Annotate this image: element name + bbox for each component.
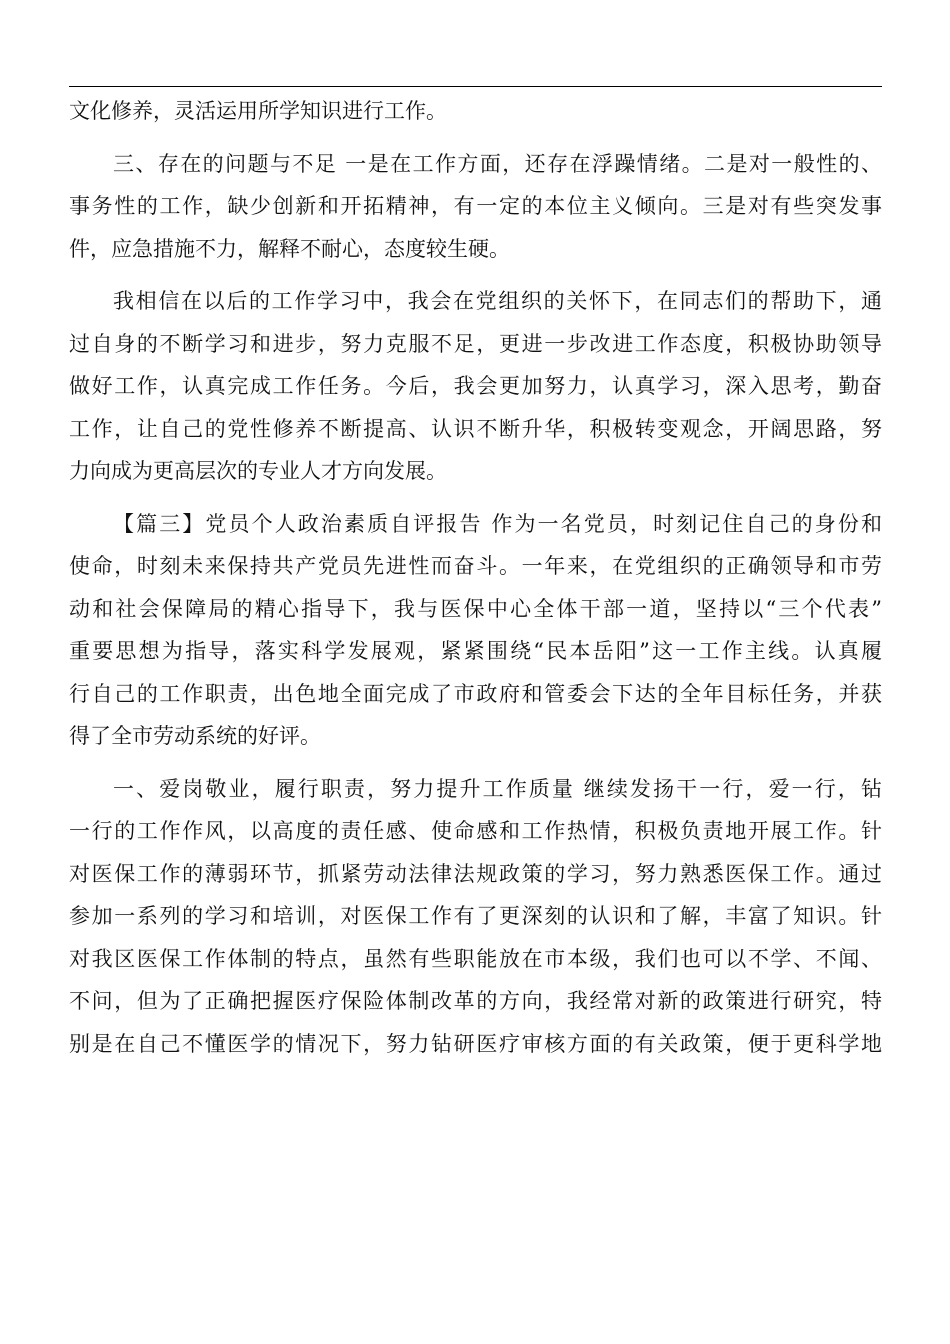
text-line: 一、爱岗敬业，履行职责，努力提升工作质量 继续发扬干一行，爱一行，钻 (113, 776, 882, 801)
text-line: 【篇三】党员个人政治素质自评报告 作为一名党员，时刻记住自己的身份和 (113, 511, 882, 536)
paragraph (69, 768, 882, 1066)
text-line: 三、存在的问题与不足 一是在工作方面，还存在浮躁情绪。二是对一般性的、 (113, 151, 882, 176)
text-line: 重要思想为指导，落实科学发展观，紧紧围绕“民本岳阳”这一工作主线。认真履 (69, 639, 882, 663)
text-line: 动和社会保障局的精心指导下，我与医保中心全体干部一道，坚持以“三个代表” (69, 596, 882, 621)
text-line: 不问，但为了正确把握医疗保险体制改革的方向，我经常对新的政策进行研究，特 (69, 989, 882, 1013)
text-line: 力向成为更高层次的专业人才方向发展。 (69, 459, 447, 483)
paragraph-gap (69, 133, 882, 143)
paragraph (69, 143, 882, 271)
text-line: 做好工作，认真完成工作任务。今后，我会更加努力，认真学习，深入思考，勤奋 (69, 374, 882, 398)
header-rule (69, 86, 882, 87)
text-line: 使命，时刻未来保持共产党员先进性而奋斗。一年来，在党组织的正确领导和市劳 (69, 554, 882, 578)
text-line: 事务性的工作，缺少创新和开拓精神，有一定的本位主义倾向。三是对有些突发事 (69, 194, 882, 218)
paragraph (69, 503, 882, 758)
text-line: 别是在自己不懂医学的情况下，努力钻研医疗审核方面的有关政策，便于更科学地 (69, 1031, 882, 1056)
paragraph-gap (69, 493, 882, 503)
paragraph (69, 280, 882, 493)
text-line: 参加一系列的学习和培训，对医保工作有了更深刻的认识和了解，丰富了知识。针 (69, 904, 882, 928)
text-line: 行自己的工作职责，出色地全面完成了市政府和管委会下达的全年目标任务，并获 (69, 681, 882, 706)
text-line: 对医保工作的薄弱环节，抓紧劳动法律法规政策的学习，努力熟悉医保工作。通过 (69, 861, 882, 886)
text-line: 过自身的不断学习和进步，努力克服不足，更进一步改进工作态度，积极协助领导 (69, 331, 882, 356)
text-line: 一行的工作作风，以高度的责任感、使命感和工作热情，积极负责地开展工作。针 (69, 819, 882, 843)
text-line: 得了全市劳动系统的好评。 (69, 724, 321, 748)
paragraph-gap (69, 758, 882, 768)
paragraph-gap (69, 270, 882, 280)
document-body (69, 90, 882, 1065)
text-line: 工作，让自己的党性修养不断提高、认识不断升华，积极转变观念，开阔思路，努 (69, 416, 882, 441)
text-line: 我相信在以后的工作学习中，我会在党组织的关怀下，在同志们的帮助下，通 (113, 289, 882, 313)
paragraph (69, 90, 882, 133)
text-line: 对我区医保工作体制的特点，虽然有些职能放在市本级，我们也可以不学、不闻、 (69, 946, 882, 971)
text-line: 件，应急措施不力，解释不耐心，态度较生硬。 (69, 236, 510, 261)
text-line: 文化修养，灵活运用所学知识进行工作。 (69, 99, 447, 123)
